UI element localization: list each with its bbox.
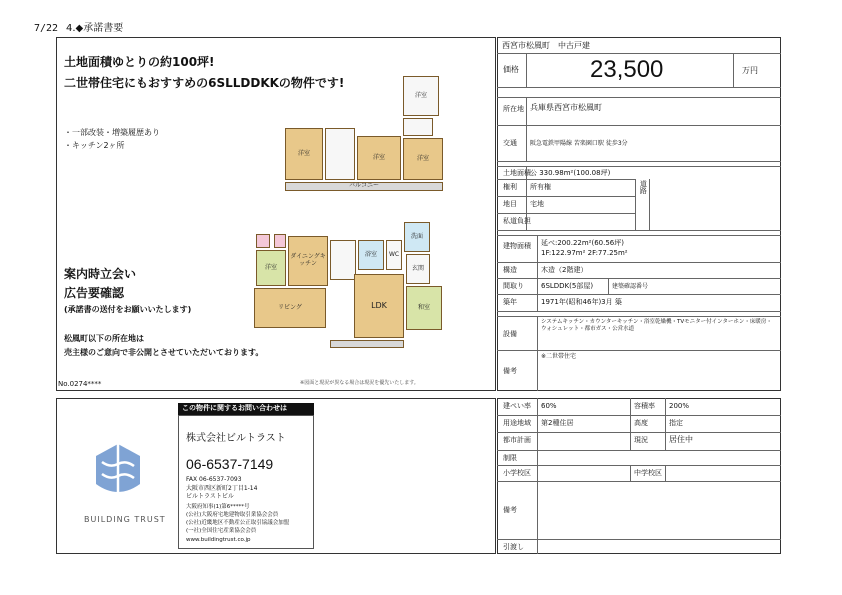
ad-headline-1: 土地面積ゆとりの約100坪! bbox=[64, 55, 215, 69]
lower-room-yoshitsu: 洋室 bbox=[256, 250, 286, 286]
property-table bbox=[497, 37, 781, 391]
plan-label: 都市計画 bbox=[503, 436, 531, 444]
height-label: 高度 bbox=[634, 419, 648, 427]
company-url[interactable]: www.buildingtrust.co.jp bbox=[186, 537, 251, 543]
building-area-label: 建物面積 bbox=[503, 242, 531, 250]
floorplan-upper bbox=[283, 72, 451, 192]
zone-value: 第2種住居 bbox=[541, 419, 574, 427]
lower-bath: 浴室 bbox=[358, 240, 384, 270]
company-assoc-1: (公社)大阪府宅地建物取引業協会会員 bbox=[186, 512, 279, 518]
ad-notice-3: (承諾書の送付をお願いいたします) bbox=[64, 305, 192, 314]
lower-room-washitsu: 和室 bbox=[406, 286, 442, 330]
lower-wc: WC bbox=[386, 240, 402, 270]
company-address-2: ビルトラストビル bbox=[186, 493, 234, 500]
address-value: 兵庫県西宮市松風町 bbox=[530, 103, 602, 112]
transport-value: 阪急電鉄甲陽線 苦楽園口駅 徒歩3分 bbox=[530, 140, 628, 147]
delivery-label: 引渡し bbox=[503, 543, 524, 551]
ad-notice-1: 案内時立会い bbox=[64, 267, 137, 281]
company-banner: この物件に関するお問い合わせは bbox=[178, 403, 314, 415]
ad-headline-2: 二世帯住宅にもおすすめの6SLLDDKKの物件です! bbox=[64, 76, 345, 90]
land-area-value: 公 330.98m²(100.08坪) bbox=[530, 169, 611, 177]
upper-room-1: 洋室 bbox=[285, 128, 323, 180]
remarks-label: 備考 bbox=[503, 367, 517, 375]
bcr-label: 建ぺい率 bbox=[503, 402, 531, 410]
structure-label: 構造 bbox=[503, 266, 517, 274]
ad-disclaimer: ※図面と現況が異なる場合は現況を優先いたします。 bbox=[300, 380, 419, 386]
ad-notice-2: 広告要確認 bbox=[64, 286, 125, 300]
land-use-value: 宅地 bbox=[530, 200, 544, 208]
ad-privacy-1: 松風町以下の所在地は bbox=[64, 334, 144, 343]
ad-ref-no: No.0274**** bbox=[58, 380, 102, 388]
upper-hall bbox=[325, 128, 355, 180]
layout-label: 間取り bbox=[503, 282, 524, 290]
height-value: 指定 bbox=[669, 419, 683, 427]
floorplan-lower bbox=[250, 218, 458, 350]
company-name: 株式会社ビルトラスト bbox=[186, 433, 286, 444]
price-value: 23,500 bbox=[590, 56, 664, 83]
building-trust-logo-icon bbox=[88, 438, 148, 508]
price-label: 価格 bbox=[503, 65, 519, 74]
bcr-value: 60% bbox=[541, 402, 557, 410]
land-area-label: 土地面積 bbox=[503, 169, 531, 177]
upper-balcony: バルコニー bbox=[285, 182, 443, 191]
road-label: 道路 bbox=[639, 180, 648, 194]
land-rights-label: 権利 bbox=[503, 183, 517, 191]
restriction-label: 制限 bbox=[503, 454, 517, 462]
land-rights-value: 所有権 bbox=[530, 183, 551, 191]
private-road-label: 私道負担 bbox=[503, 217, 531, 225]
lower-room-pink-2 bbox=[274, 234, 286, 248]
notes-label: 備考 bbox=[503, 506, 517, 514]
price-unit: 万円 bbox=[742, 66, 758, 75]
company-fax: FAX 06-6537-7093 bbox=[186, 476, 242, 483]
ad-bullet-2: ・キッチン2ヶ所 bbox=[64, 141, 125, 150]
header-date: 7/22 bbox=[34, 23, 59, 34]
company-logo bbox=[88, 438, 148, 508]
equipment-value: システムキッチン・カウンターキッチン・浴室乾燥機・TVモニター付インターホン・床暖房・ウォシュレット・都市ガス・公営水道 bbox=[541, 319, 772, 332]
upper-room-top: 洋室 bbox=[403, 76, 439, 116]
upper-room-2: 洋室 bbox=[357, 136, 401, 180]
lower-hall bbox=[330, 240, 356, 280]
lower-living: リビング bbox=[254, 288, 326, 328]
lower-dining-kitchen: ダイニングキッチン bbox=[288, 236, 328, 286]
company-address-1: 大阪市西区新町2丁目1-14 bbox=[186, 485, 258, 492]
property-title: 西宮市松風町 中古戸建 bbox=[502, 41, 590, 50]
elem-label: 小学校区 bbox=[503, 469, 531, 477]
built-value: 1971年(昭和46年)3月 築 bbox=[541, 298, 622, 306]
lower-washroom: 洗面 bbox=[404, 222, 430, 252]
building-area-2: 1F:122.97m² 2F:77.25m² bbox=[541, 249, 628, 257]
current-value: 居住中 bbox=[669, 435, 693, 444]
company-logo-text: BUILDING TRUST bbox=[84, 515, 166, 524]
lower-room-pink-1 bbox=[256, 234, 270, 248]
layout-value: 6SLDDK(5部屋) bbox=[541, 282, 594, 290]
equipment-label: 設備 bbox=[503, 330, 517, 338]
company-license: 大阪府知事(1)第6*****号 bbox=[186, 504, 250, 510]
company-assoc-3: (一社)全国住宅産業協会会員 bbox=[186, 528, 257, 534]
far-label: 容積率 bbox=[634, 402, 655, 410]
remarks-value: ※二世帯住宅 bbox=[541, 353, 577, 360]
current-label: 現況 bbox=[634, 436, 648, 444]
ad-bullet-1: ・一部改装・増築履歴あり bbox=[64, 128, 160, 137]
structure-value: 木造（2階建） bbox=[541, 266, 588, 274]
built-label: 築年 bbox=[503, 298, 517, 306]
transport-label: 交通 bbox=[503, 139, 517, 147]
far-value: 200% bbox=[669, 402, 690, 410]
company-tel: 06-6537-7149 bbox=[186, 456, 274, 472]
junior-label: 中学校区 bbox=[634, 469, 662, 477]
confirm-no-label: 建築確認番号 bbox=[612, 283, 649, 290]
lower-balcony bbox=[330, 340, 404, 348]
lower-ldk: LDK bbox=[354, 274, 404, 338]
lower-entrance: 玄関 bbox=[406, 254, 430, 284]
building-area-1: 延べ:200.22m²(60.56坪) bbox=[541, 239, 624, 247]
upper-stair bbox=[403, 118, 433, 136]
upper-room-3: 洋室 bbox=[403, 138, 443, 180]
header-section: 4.◆承諾書要 bbox=[66, 23, 124, 34]
zone-label: 用途地域 bbox=[503, 419, 531, 427]
company-assoc-2: (公社)近畿地区不動産公正取引協議会加盟 bbox=[186, 520, 290, 526]
address-label: 所在地 bbox=[503, 105, 524, 113]
land-use-label: 地目 bbox=[503, 200, 517, 208]
ad-privacy-2: 売主様のご意向で非公開とさせていただいております。 bbox=[64, 348, 264, 357]
